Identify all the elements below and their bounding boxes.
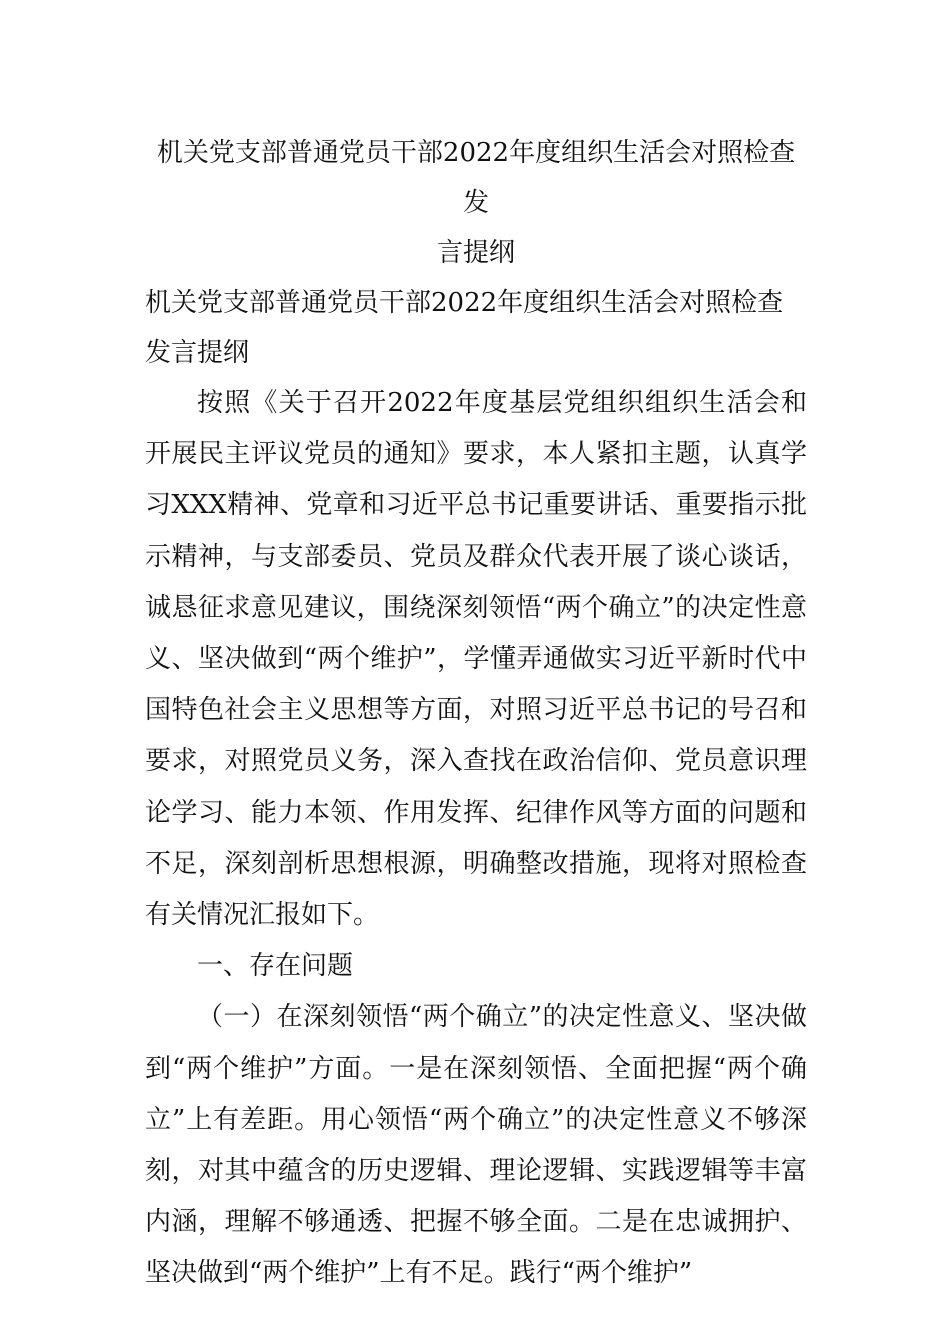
- intro-paragraph: 按照《关于召开2022年度基层党组织组织生活会和开展民主评议党员的通知》要求，本人紧扣主题，认真学习XXX精神、党章和习近平总书记重要讲话、重要指示批示精神，与支部委员、党员及群众代表开展了谈心谈话，诚恳征求意见建议，围绕深刻领悟“两个确立”的决定性意义、坚决做到“两个维护”，学懂弄通做实习近平新时代中国特色社会主义思想等方面，对照习近平总书记的号召和要求，对照党员义务，深入查找在政治信仰、党员意识理论学习、能力本领、作用发挥、纪律作风等方面的问题和不足，深刻剖析思想根源，明确整改措施，现将对照检查有关情况汇报如下。: [145, 388, 807, 931]
- title-line-1: 机关党支部普通党员干部2022年度组织生活会对照检查发: [156, 138, 796, 218]
- document-subtitle: 机关党支部普通党员干部2022年度组织生活会对照检查发言提纲: [145, 288, 784, 368]
- document-title: [145, 128, 807, 278]
- section-paragraph-1: （一）在深刻领悟“两个确立”的决定性意义、坚决做到“两个维护”方面。一是在深刻领悟、全面把握“两个确立”上有差距。用心领悟“两个确立”的决定性意义不够深刻，对其中蕴含的历史逻辑、理论逻辑、实践逻辑等丰富内涵，理解不够通透、把握不够全面。二是在忠诚拥护、坚决做到“两个维护”上有不足。践行“两个维护”: [145, 1002, 807, 1289]
- document-page: [145, 128, 807, 1300]
- section-heading-problems: 一、存在问题: [197, 951, 354, 982]
- title-line-2: 言提纲: [436, 238, 515, 268]
